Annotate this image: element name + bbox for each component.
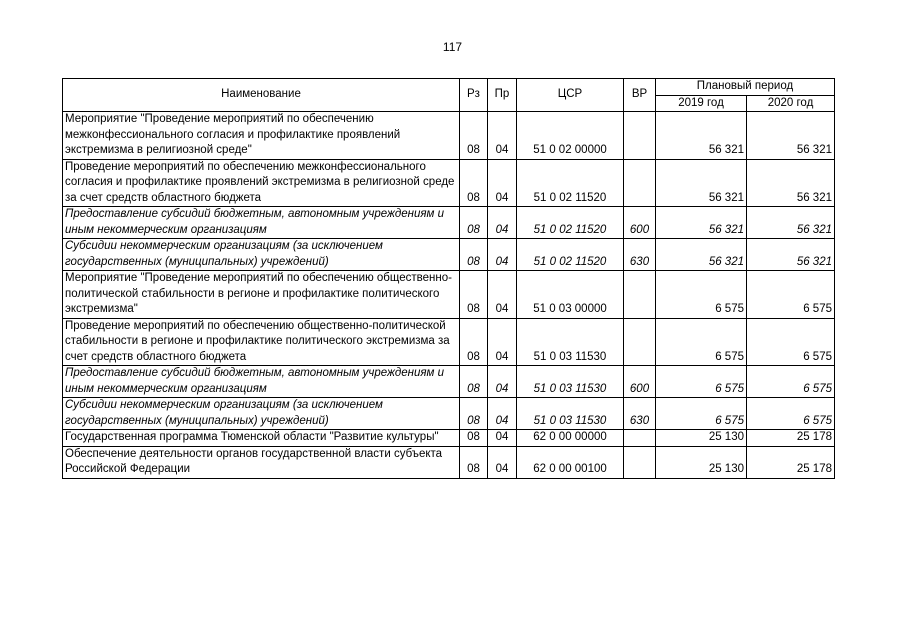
cell-vr: [624, 318, 656, 366]
cell-csr: 51 0 03 11530: [517, 398, 624, 430]
table-row: [63, 430, 835, 447]
cell-rz: 08: [460, 207, 488, 239]
cell-rz: 08: [460, 398, 488, 430]
cell-vr: 630: [624, 398, 656, 430]
header-name: Наименование: [63, 79, 460, 112]
cell-2020: 56 321: [747, 112, 835, 160]
cell-vr: 630: [624, 239, 656, 271]
cell-2019: 6 575: [656, 271, 747, 319]
table-row: [63, 398, 835, 430]
cell-pr: 04: [488, 207, 517, 239]
table-row: [63, 318, 835, 366]
cell-csr: 51 0 03 00000: [517, 271, 624, 319]
table-row: [63, 446, 835, 478]
cell-2019: 56 321: [656, 159, 747, 207]
cell-2019: 6 575: [656, 366, 747, 398]
table-row: [63, 271, 835, 319]
header-rz: Рз: [460, 79, 488, 112]
header-plan-period: Плановый период: [656, 79, 835, 96]
cell-2020: 6 575: [747, 271, 835, 319]
table-body: [63, 112, 835, 479]
cell-2019: 6 575: [656, 318, 747, 366]
cell-name: Субсидии некоммерческим организациям (за исключением государственных (муниципальных) учреждений): [63, 398, 460, 430]
cell-2020: 6 575: [747, 318, 835, 366]
cell-2019: 56 321: [656, 239, 747, 271]
cell-rz: 08: [460, 366, 488, 398]
table-row: [63, 159, 835, 207]
cell-rz: 08: [460, 430, 488, 447]
cell-2019: 25 130: [656, 446, 747, 478]
cell-vr: [624, 430, 656, 447]
cell-2020: 56 321: [747, 207, 835, 239]
cell-rz: 08: [460, 239, 488, 271]
cell-name: Обеспечение деятельности органов государственной власти субъекта Российской Федерации: [63, 446, 460, 478]
cell-2020: 25 178: [747, 446, 835, 478]
table-row: [63, 239, 835, 271]
cell-2020: 56 321: [747, 159, 835, 207]
table-row: [63, 112, 835, 160]
cell-pr: 04: [488, 271, 517, 319]
cell-2020: 25 178: [747, 430, 835, 447]
cell-2020: 6 575: [747, 398, 835, 430]
cell-name: Проведение мероприятий по обеспечению общественно-политической стабильности в регионе и профилактике политического экстремизма за счет средств областного бюджета: [63, 318, 460, 366]
cell-vr: 600: [624, 207, 656, 239]
cell-vr: [624, 271, 656, 319]
cell-vr: [624, 159, 656, 207]
cell-pr: 04: [488, 446, 517, 478]
header-vr: ВР: [624, 79, 656, 112]
cell-name: Мероприятие "Проведение мероприятий по обеспечению межконфессионального согласия и профилактике проявлений экстремизма в религиозной среде": [63, 112, 460, 160]
cell-vr: [624, 446, 656, 478]
cell-csr: 51 0 02 11520: [517, 159, 624, 207]
cell-name: Предоставление субсидий бюджетным, автономным учреждениям и иным некоммерческим организациям: [63, 366, 460, 398]
cell-pr: 04: [488, 239, 517, 271]
table-row: [63, 366, 835, 398]
cell-csr: 51 0 03 11530: [517, 318, 624, 366]
cell-pr: 04: [488, 318, 517, 366]
cell-vr: [624, 112, 656, 160]
header-year-2019: 2019 год: [656, 95, 747, 112]
cell-2020: 6 575: [747, 366, 835, 398]
header-year-2020: 2020 год: [747, 95, 835, 112]
cell-pr: 04: [488, 366, 517, 398]
table-row: [63, 207, 835, 239]
cell-2019: 56 321: [656, 207, 747, 239]
cell-csr: 62 0 00 00100: [517, 446, 624, 478]
cell-rz: 08: [460, 446, 488, 478]
cell-name: Мероприятие "Проведение мероприятий по обеспечению общественно-политической стабильности в регионе и профилактике политического экстремизма": [63, 271, 460, 319]
cell-csr: 62 0 00 00000: [517, 430, 624, 447]
cell-2019: 56 321: [656, 112, 747, 160]
cell-pr: 04: [488, 430, 517, 447]
cell-name: Субсидии некоммерческим организациям (за исключением государственных (муниципальных) учреждений): [63, 239, 460, 271]
cell-pr: 04: [488, 159, 517, 207]
header-pr: Пр: [488, 79, 517, 112]
cell-vr: 600: [624, 366, 656, 398]
cell-csr: 51 0 03 11530: [517, 366, 624, 398]
cell-2020: 56 321: [747, 239, 835, 271]
cell-csr: 51 0 02 11520: [517, 239, 624, 271]
cell-rz: 08: [460, 271, 488, 319]
cell-2019: 6 575: [656, 398, 747, 430]
cell-rz: 08: [460, 112, 488, 160]
header-csr: ЦСР: [517, 79, 624, 112]
cell-csr: 51 0 02 11520: [517, 207, 624, 239]
cell-csr: 51 0 02 00000: [517, 112, 624, 160]
cell-name: Государственная программа Тюменской области "Развитие культуры": [63, 430, 460, 447]
cell-name: Проведение мероприятий по обеспечению межконфессионального согласия и профилактике проявлений экстремизма в религиозной среде за счет средств областного бюджета: [63, 159, 460, 207]
cell-pr: 04: [488, 398, 517, 430]
cell-rz: 08: [460, 159, 488, 207]
cell-pr: 04: [488, 112, 517, 160]
cell-rz: 08: [460, 318, 488, 366]
cell-name: Предоставление субсидий бюджетным, автономным учреждениям и иным некоммерческим организациям: [63, 207, 460, 239]
cell-2019: 25 130: [656, 430, 747, 447]
page-number: 117: [442, 40, 463, 54]
budget-table: [62, 78, 835, 479]
